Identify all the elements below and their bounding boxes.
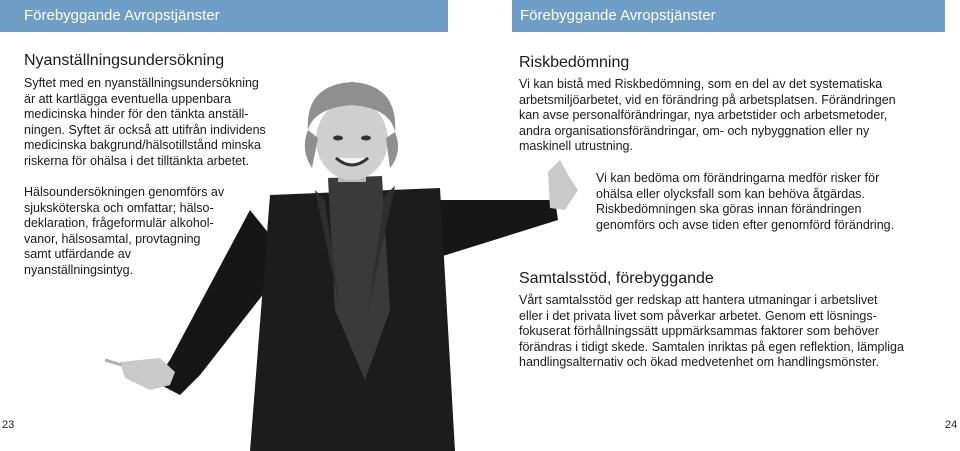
text-line: ningen. Syftet är också att utifrån individens: [24, 122, 266, 137]
text-line: Riskbedömningen ska göras innan förändringen: [596, 202, 862, 217]
text-line: ohälsa eller olycksfall som kan behöva åtgärdas.: [596, 186, 865, 201]
right-section1-paragraph-1: [519, 77, 896, 155]
right-header-title: Förebyggande Avropstjänster: [520, 7, 716, 24]
right-page-number: 24: [945, 419, 958, 431]
text-line: maskinell utrustning.: [519, 139, 633, 154]
text-line: förändras i tidigt skede. Samtalen inriktas på egen reflektion, lämpliga: [519, 339, 904, 354]
text-line: deklaration, frågeformulär alkohol-: [24, 216, 214, 231]
text-line: riskerna för ohälsa i det tilltänkta arbetet.: [24, 153, 250, 168]
text-line: Syftet med en nyanställningsundersökning: [24, 76, 259, 90]
right-header-bar: [512, 0, 945, 32]
text-line: sjuksköterska och omfattar; hälso-: [24, 200, 214, 215]
text-line: Vi kan bedöma om förändringarna medför risker för: [596, 171, 880, 185]
text-line: andra organisationsförändringar, om- och nybyggnation eller ny: [519, 123, 870, 138]
left-page-number: 23: [2, 419, 15, 431]
text-line: vanor, hälsosamtal, provtagning: [24, 231, 201, 246]
text-line: Hälsoundersökningen genomförs av: [24, 185, 225, 199]
right-section1-title: Riskbedömning: [519, 54, 630, 71]
text-line: medicinska bakgrund/hälsotillstånd minska: [24, 138, 261, 153]
text-line: arbetsmiljöarbetet, vid en förändring på arbetsplatsen. Förändringen: [519, 92, 896, 107]
left-header-bar: [0, 0, 448, 32]
text-line: eller i det privata livet som påverkar arbetet. Genom ett lösnings-: [519, 308, 877, 323]
right-section1-paragraph-2: [596, 171, 894, 233]
text-line: medicinska hinder för den tänkta anställ-: [24, 107, 249, 122]
right-section2-paragraph: [519, 293, 904, 371]
left-section-title: Nyanställningsundersökning: [24, 52, 225, 69]
text-line: nyanställningsintyg.: [24, 262, 134, 277]
text-line: Vårt samtalsstöd ger redskap att hantera utmaningar i arbetslivet: [519, 293, 878, 307]
text-line: är att kartlägga eventuella uppenbara: [24, 91, 232, 106]
right-section2-title: Samtalsstöd, förebyggande: [519, 270, 714, 287]
left-header-title: Förebyggande Avropstjänster: [24, 7, 220, 24]
text-line: Vi kan bistå med Riskbedömning, som en del av det systematiska: [519, 77, 883, 91]
text-line: kan avse personalförändringar, nya arbetstider och arbetsmetoder,: [519, 108, 888, 123]
text-line: genomförs och avse tiden efter genomförd förändring.: [596, 217, 895, 232]
text-line: fokuserat förhållningssätt uppmärksammas faktorer som behöver: [519, 324, 879, 339]
text-line: handlingsalternativ och ökad medvetenhet om handlingsmönster.: [519, 355, 879, 370]
text-line: samt utfärdande av: [24, 247, 132, 262]
